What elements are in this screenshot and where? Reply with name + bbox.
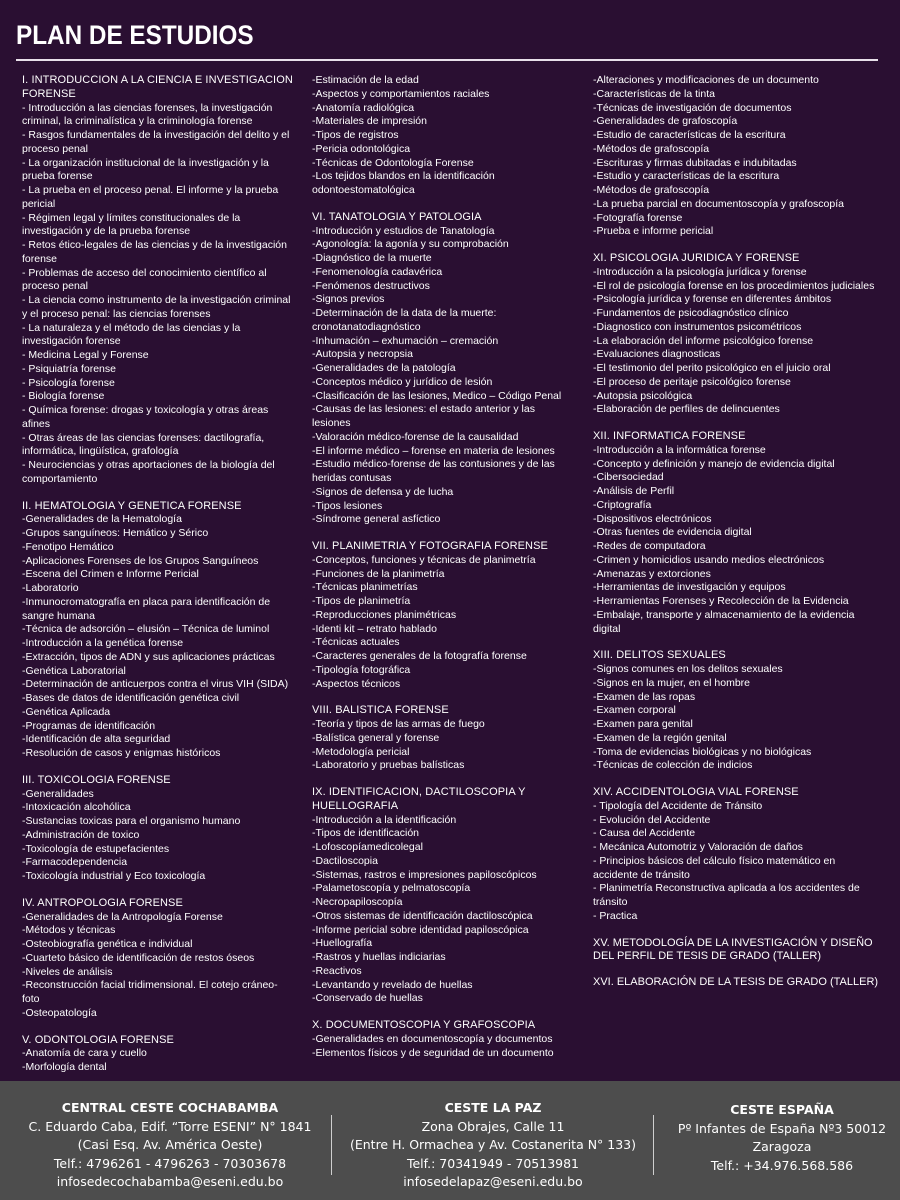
office-cochabamba bbox=[20, 1099, 320, 1192]
topic-item: -Examen de la región genital bbox=[593, 731, 727, 744]
topic-item: -Evaluaciones diagnosticas bbox=[593, 348, 721, 361]
topic-item: - Evolución del Accidente bbox=[593, 813, 711, 826]
curriculum-column-3 bbox=[593, 74, 883, 1002]
topic-item: -Autopsia psicológica bbox=[593, 389, 693, 402]
course-section bbox=[593, 649, 883, 773]
office-espana bbox=[664, 1101, 900, 1175]
topic-item: -Signos comunes en los delitos sexuales bbox=[593, 663, 783, 675]
course-section bbox=[593, 74, 883, 239]
footer-contact-bar bbox=[0, 1081, 900, 1200]
topic-item: -El rol de psicología forense en los procedimientos judiciales bbox=[593, 279, 875, 292]
topic-item: -Generalidades en documentoscopía y documentos bbox=[312, 1032, 553, 1045]
office-detail: Zaragoza bbox=[752, 1139, 812, 1154]
topic-item: -Fenómenos destructivos bbox=[312, 279, 430, 292]
topic-item: -Generalidades bbox=[22, 787, 94, 800]
topic-item: -Resolución de casos y enigmas históricos bbox=[22, 747, 221, 759]
section-title: VIII. BALISTICA FORENSE bbox=[312, 704, 449, 717]
topic-item: -Crimen y homicidios usando medios electrónicos bbox=[593, 553, 825, 566]
section-title: XIII. DELITOS SEXUALES bbox=[593, 649, 726, 662]
page-title: PLAN DE ESTUDIOS bbox=[16, 20, 254, 50]
topic-item: -Conservado de huellas bbox=[312, 992, 423, 1005]
office-detail: Telf.: +34.976.568.586 bbox=[710, 1157, 854, 1173]
topic-item: -Reactivos bbox=[312, 964, 362, 977]
topic-item: -Diagnostico con instrumentos psicométricos bbox=[593, 320, 802, 333]
topic-item: -Psicología jurídica y forense en diferentes ámbitos bbox=[593, 293, 832, 306]
topic-item: -Fenomenología cadavérica bbox=[312, 265, 443, 278]
topic-item: -Causas de las lesiones: el estado anterior y las lesiones bbox=[312, 403, 535, 429]
topic-item: - Psicología forense bbox=[22, 376, 115, 389]
course-section bbox=[593, 786, 883, 924]
course-section bbox=[312, 211, 574, 527]
topic-item: -Herramientas de investigación y equipos bbox=[593, 581, 786, 594]
section-title: VI. TANATOLOGIA Y PATOLOGIA bbox=[312, 210, 482, 223]
topic-item: -La elaboración del informe psicológico forense bbox=[593, 334, 814, 347]
topic-item: -Funciones de la planimetría bbox=[312, 567, 445, 580]
topic-item: -Análisis de Perfil bbox=[593, 485, 675, 497]
topic-item: -El informe médico – forense en materia de lesiones bbox=[312, 444, 555, 457]
topic-item: -Rastros y huellas indiciarias bbox=[312, 951, 446, 963]
topic-item: -Aspectos y comportamientos raciales bbox=[312, 87, 490, 100]
topic-item: -Técnica de adsorción – elusión – Técnica de luminol bbox=[22, 623, 270, 636]
topic-item: -Tipos de planimetría bbox=[312, 595, 411, 607]
course-section bbox=[312, 1019, 574, 1060]
section-title: IV. ANTROPOLOGIA FORENSE bbox=[22, 896, 183, 909]
topic-item: -Herramientas Forenses y Recolección de la Evidencia bbox=[593, 595, 849, 607]
topic-item: - Régimen legal y límites constitucionales de la investigación y de la prueba forense bbox=[22, 211, 241, 238]
section-title: X. DOCUMENTOSCOPIA Y GRAFOSCOPIA bbox=[312, 1019, 536, 1031]
topic-item: -Alteraciones y modificaciones de un documento bbox=[593, 74, 819, 86]
topic-item: -Morfología dental bbox=[22, 1061, 107, 1073]
office-detail: Telf.: 70341949 - 70513981 bbox=[406, 1155, 580, 1171]
topic-item: -Materiales de impresión bbox=[312, 115, 427, 128]
topic-item: -Osteobiografía genética e individual bbox=[22, 938, 193, 950]
topic-item: -Elaboración de perfiles de delincuentes bbox=[593, 403, 780, 416]
course-section bbox=[22, 500, 294, 761]
topic-item: -Técnicas planimetrías bbox=[312, 581, 418, 594]
topic-item: -Determinación de la data de la muerte: cronotanatodiagnóstico bbox=[312, 307, 497, 333]
workshop-module: XV. METODOLOGÍA DE LA INVESTIGACIÓN Y DISEÑO DEL PERFIL DE TESIS DE GRADO (TALLER) bbox=[593, 936, 873, 963]
topic-item: -Técnicas de Odontología Forense bbox=[312, 156, 474, 169]
topic-item: -Examen corporal bbox=[593, 704, 676, 717]
topic-item: -Pericia odontológica bbox=[312, 142, 411, 155]
topic-item: -Huellografía bbox=[312, 937, 373, 950]
topic-item: -Genética Laboratorial bbox=[22, 664, 126, 677]
topic-item: -Cibersociedad bbox=[593, 471, 664, 484]
topic-item: -Conceptos, funciones y técnicas de planimetría bbox=[312, 553, 536, 566]
topic-item: -Introducción a la identificación bbox=[312, 813, 457, 826]
topic-item: -Dispositivos electrónicos bbox=[593, 512, 712, 525]
topic-item: -Genética Aplicada bbox=[22, 705, 111, 718]
topic-item: - Biología forense bbox=[22, 390, 105, 403]
office-detail: Zona Obrajes, Calle 11 bbox=[421, 1118, 565, 1134]
course-section bbox=[312, 74, 574, 198]
topic-item: - La naturaleza y el método de las ciencias y la investigación forense bbox=[22, 321, 241, 348]
course-section bbox=[22, 1034, 294, 1075]
topic-item: -Estimación de la edad bbox=[312, 74, 419, 86]
topic-item: -Metodología pericial bbox=[312, 745, 410, 758]
footer-divider bbox=[331, 1115, 332, 1175]
topic-item: -Palametoscopía y pelmatoscopía bbox=[312, 882, 471, 895]
course-section bbox=[22, 774, 294, 884]
curriculum-column-1 bbox=[22, 74, 294, 1088]
section-title: III. TOXICOLOGIA FORENSE bbox=[22, 773, 171, 786]
topic-item: -Reproducciones planimétricas bbox=[312, 608, 457, 621]
topic-item: - Principios básicos del cálculo físico matemático en accidente de tránsito bbox=[593, 854, 836, 881]
topic-item: - Psiquiatría forense bbox=[22, 362, 116, 375]
topic-item: -Osteopatología bbox=[22, 1006, 97, 1019]
topic-item: -Características de la tinta bbox=[593, 87, 715, 100]
topic-item: -Toma de evidencias biológicas y no biológicas bbox=[593, 745, 812, 758]
topic-item: -Métodos y técnicas bbox=[22, 924, 116, 937]
topic-item: -Síndrome general asfíctico bbox=[312, 513, 441, 526]
topic-item: - La prueba en el proceso penal. El informe y la prueba pericial bbox=[22, 184, 279, 210]
topic-item: -Tipos lesiones bbox=[312, 499, 383, 512]
topic-item: -Fenotipo Hemático bbox=[22, 540, 114, 553]
office-detail: C. Eduardo Caba, Edif. “Torre ESENI” N° 1841 bbox=[28, 1118, 312, 1134]
topic-item: -El proceso de peritaje psicológico forense bbox=[593, 375, 791, 388]
topic-item: -Fotografía forense bbox=[593, 211, 683, 224]
topic-item: -Técnicas de colección de indicios bbox=[593, 759, 753, 772]
topic-item: -Signos de defensa y de lucha bbox=[312, 485, 454, 498]
topic-item: - Practica bbox=[593, 909, 638, 922]
topic-item: -Amenazas y extorciones bbox=[593, 567, 711, 580]
topic-item: -Técnicas de investigación de documentos bbox=[593, 101, 792, 114]
topic-item: -Estudio de características de la escritura bbox=[593, 129, 786, 141]
topic-item: -Examen de las ropas bbox=[593, 690, 696, 703]
footer-divider bbox=[653, 1115, 654, 1175]
topic-item: -Administración de toxico bbox=[22, 828, 140, 841]
topic-item: -Introducción y estudios de Tanatología bbox=[312, 224, 495, 237]
topic-item: -Fundamentos de psicodiagnóstico clínico bbox=[593, 307, 789, 319]
topic-item: -Concepto y definición y manejo de evidencia digital bbox=[593, 457, 835, 470]
topic-item: -Sistemas, rastros e impresiones papiloscópicos bbox=[312, 868, 537, 881]
topic-item: -Criptografía bbox=[593, 498, 652, 511]
topic-item: - Rasgos fundamentales de la investigación del delito y el proceso penal bbox=[22, 129, 290, 155]
topic-item: -Generalidades de la patología bbox=[312, 362, 456, 374]
office-detail: Pº Infantes de España Nº3 50012 bbox=[677, 1120, 887, 1136]
topic-item: - Química forense: drogas y toxicología y otras áreas afines bbox=[22, 404, 269, 430]
topic-item: - Otras áreas de las ciencias forenses: dactilografía, informática, lingüística, grafología bbox=[22, 431, 265, 458]
topic-item: -Niveles de análisis bbox=[22, 965, 113, 978]
topic-item: - La ciencia como instrumento de la investigación criminal y el proceso penal: las ciencias forenses bbox=[22, 294, 291, 320]
topic-item: -Escrituras y firmas dubitadas e indubitadas bbox=[593, 156, 797, 169]
topic-item: -Laboratorio y pruebas balísticas bbox=[312, 759, 465, 772]
office-detail: (Casi Esq. Av. América Oeste) bbox=[77, 1137, 263, 1152]
topic-item: - Medicina Legal y Forense bbox=[22, 349, 149, 361]
topic-item: -Aspectos técnicos bbox=[312, 677, 401, 690]
topic-item: -Signos en la mujer, en el hombre bbox=[593, 676, 751, 689]
topic-item: -Prueba e informe pericial bbox=[593, 225, 714, 238]
topic-item: -Bases de datos de identificación genética civil bbox=[22, 692, 240, 704]
topic-item: -Extracción, tipos de ADN y sus aplicaciones prácticas bbox=[22, 650, 275, 663]
course-section bbox=[22, 897, 294, 1021]
topic-item: - Causa del Accidente bbox=[593, 827, 696, 840]
topic-item: -Toxicología de estupefacientes bbox=[22, 842, 170, 855]
topic-item: -Generalidades de la Hematología bbox=[22, 513, 182, 526]
topic-item: -Identificación de alta seguridad bbox=[22, 733, 171, 746]
topic-item: -Anatomía de cara y cuello bbox=[22, 1047, 147, 1060]
section-title: XI. PSICOLOGIA JURIDICA Y FORENSE bbox=[593, 252, 800, 264]
curriculum-column-2 bbox=[312, 74, 574, 1073]
topic-item: -Anatomía radiológica bbox=[312, 101, 415, 114]
topic-item: -Grupos sanguíneos: Hemático y Sérico bbox=[22, 527, 209, 539]
section-title: IX. IDENTIFICACION, DACTILOSCOPIA Y HUELLOGRAFIA bbox=[312, 786, 526, 812]
topic-item: -Intoxicación alcohólica bbox=[22, 801, 131, 814]
section-title: VII. PLANIMETRIA Y FOTOGRAFIA FORENSE bbox=[312, 540, 548, 552]
topic-item: - Introducción a las ciencias forenses, la investigación criminal, la criminalística y la criminología forense bbox=[22, 101, 273, 128]
topic-item: -Tipología fotográfica bbox=[312, 663, 411, 676]
topic-item: -La prueba parcial en documentoscopía y grafoscopía bbox=[593, 197, 844, 210]
topic-item: -Signos previos bbox=[312, 293, 385, 306]
section-title: XIV. ACCIDENTOLOGIA VIAL FORENSE bbox=[593, 786, 799, 798]
topic-item: -Embalaje, transporte y almacenamiento de la evidencia digital bbox=[593, 608, 855, 635]
topic-item: - Retos ético-legales de las ciencias y de la investigación forense bbox=[22, 239, 287, 265]
topic-item: -Laboratorio bbox=[22, 582, 79, 594]
course-section bbox=[312, 704, 574, 773]
topic-item: -Examen para genital bbox=[593, 718, 693, 730]
office-email: infosedelapaz@eseni.edu.bo bbox=[403, 1174, 583, 1189]
topic-item: -Otros sistemas de identificación dactiloscópica bbox=[312, 909, 533, 922]
topic-item: -Determinación de anticuerpos contra el virus VIH (SIDA) bbox=[22, 678, 289, 691]
topic-item: -Introducción a la informática forense bbox=[593, 443, 766, 456]
topic-item: -Informe pericial sobre identidad papiloscópica bbox=[312, 923, 529, 936]
course-section bbox=[593, 252, 883, 417]
topic-item: -Clasificación de las lesiones, Medico – Código Penal bbox=[312, 389, 562, 402]
topic-item: - Problemas de acceso del conocimiento científico al proceso penal bbox=[22, 266, 267, 293]
topic-item: -Generalidades de la Antropología Forense bbox=[22, 910, 223, 923]
section-title: V. ODONTOLOGIA FORENSE bbox=[22, 1033, 174, 1046]
section-title: XII. INFORMATICA FORENSE bbox=[593, 430, 746, 442]
topic-item: -Introducción a la genética forense bbox=[22, 637, 184, 649]
topic-item: -Redes de computadora bbox=[593, 540, 706, 552]
office-name: CESTE LA PAZ bbox=[444, 1100, 542, 1115]
topic-item: -Elementos físicos y de seguridad de un documento bbox=[312, 1046, 554, 1059]
topic-item: - Tipología del Accidente de Tránsito bbox=[593, 799, 763, 812]
topic-item: -Generalidades de grafoscopía bbox=[593, 115, 738, 128]
topic-item: -Métodos de grafoscopía bbox=[593, 142, 710, 155]
section-title: II. HEMATOLOGIA Y GENETICA FORENSE bbox=[22, 499, 242, 512]
topic-item: -Introducción a la psicología jurídica y forense bbox=[593, 265, 807, 278]
office-detail: (Entre H. Ormachea y Av. Costanerita N° 133) bbox=[349, 1137, 637, 1152]
topic-item: -Identi kit – retrato hablado bbox=[312, 622, 437, 635]
course-section bbox=[312, 786, 574, 1006]
topic-item: -Inmunocromatografía en placa para identificación de sangre humana bbox=[22, 595, 271, 622]
topic-item: -Tipos de identificación bbox=[312, 827, 419, 840]
topic-item: -Aplicaciones Forenses de los Grupos Sanguíneos bbox=[22, 554, 259, 567]
topic-item: -Sustancias toxicas para el organismo humano bbox=[22, 815, 241, 827]
section-title: I. INTRODUCCION A LA CIENCIA E INVESTIGACION FORENSE bbox=[22, 74, 293, 100]
course-section bbox=[593, 430, 883, 636]
topic-item: -Teoría y tipos de las armas de fuego bbox=[312, 718, 485, 730]
office-email: infosedecochabamba@eseni.edu.bo bbox=[56, 1174, 284, 1189]
office-la-paz bbox=[343, 1099, 643, 1192]
title-divider bbox=[16, 59, 878, 61]
topic-item: -Lofoscopíamedicolegal bbox=[312, 841, 423, 853]
topic-item: -Estudio médico-forense de las contusiones y de las heridas contusas bbox=[312, 458, 555, 484]
topic-item: -Otras fuentes de evidencia digital bbox=[593, 526, 752, 539]
topic-item: -Dactiloscopia bbox=[312, 854, 378, 867]
topic-item: - Neurociencias y otras aportaciones de la biología del comportamiento bbox=[22, 459, 275, 485]
topic-item: - La organización institucional de la investigación y la prueba forense bbox=[22, 156, 269, 183]
topic-item: -Agonología: la agonía y su comprobación bbox=[312, 238, 509, 251]
topic-item: -El testimonio del perito psicológico en el juicio oral bbox=[593, 362, 831, 374]
topic-item: -Balística general y forense bbox=[312, 731, 440, 744]
topic-item: -Valoración médico-forense de la causalidad bbox=[312, 430, 519, 443]
topic-item: -Cuarteto básico de identificación de restos óseos bbox=[22, 951, 255, 964]
topic-item: -Levantando y revelado de huellas bbox=[312, 978, 473, 991]
topic-item: -Programas de identificación bbox=[22, 719, 156, 732]
office-name: CENTRAL CESTE COCHABAMBA bbox=[61, 1100, 279, 1115]
topic-item: -Estudio y características de la escritura bbox=[593, 170, 780, 183]
topic-item: -Reconstrucción facial tridimensional. El cotejo cráneo-foto bbox=[22, 979, 278, 1005]
office-detail: Telf.: 4796261 - 4796263 - 70303678 bbox=[53, 1155, 287, 1171]
topic-item: -Toxicología industrial y Eco toxicología bbox=[22, 870, 206, 882]
topic-item: -Diagnóstico de la muerte bbox=[312, 252, 432, 264]
topic-item: -Autopsia y necropsia bbox=[312, 348, 413, 361]
workshop-module: XVI. ELABORACIÓN DE LA TESIS DE GRADO (TALLER) bbox=[593, 976, 879, 988]
office-name: CESTE ESPAÑA bbox=[730, 1102, 834, 1117]
topic-item: -Necropapiloscopía bbox=[312, 896, 403, 908]
topic-item: -Los tejidos blandos en la identificación odontoestomatológica bbox=[312, 170, 495, 196]
topic-item: -Inhumación – exhumación – cremación bbox=[312, 334, 499, 347]
topic-item: -Farmacodependencia bbox=[22, 856, 128, 869]
topic-item: - Mecánica Automotriz y Valoración de daños bbox=[593, 841, 803, 853]
topic-item: -Conceptos médico y jurídico de lesión bbox=[312, 375, 493, 388]
topic-item: -Métodos de grafoscopía bbox=[593, 184, 710, 196]
topic-item: -Caracteres generales de la fotografía forense bbox=[312, 650, 527, 662]
topic-item: -Escena del Crimen e Informe Pericial bbox=[22, 568, 199, 581]
course-section bbox=[312, 540, 574, 691]
course-section bbox=[22, 74, 294, 487]
topic-item: -Tipos de registros bbox=[312, 129, 399, 141]
topic-item: -Técnicas actuales bbox=[312, 636, 400, 649]
topic-item: - Planimetría Reconstructiva aplicada a los accidentes de tránsito bbox=[593, 882, 860, 908]
